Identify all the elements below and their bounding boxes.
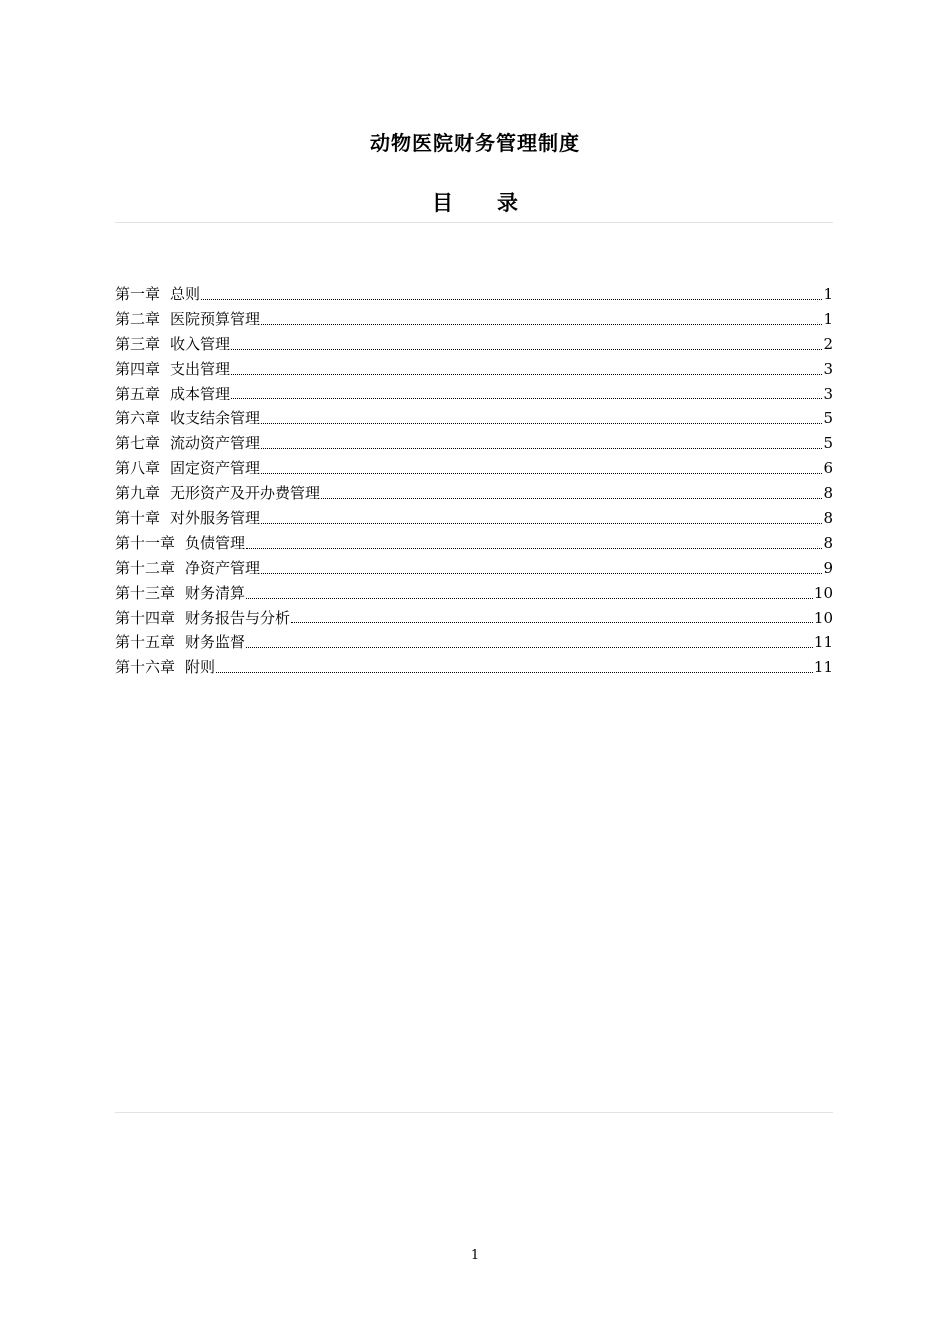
toc-title: 财务报告与分析: [185, 608, 291, 627]
toc-title: 财务清算: [185, 583, 246, 602]
page-number: 1: [470, 1248, 480, 1263]
toc-leader: [261, 522, 822, 524]
toc-chapter: 第十四章: [115, 608, 176, 627]
toc-page: 3: [823, 359, 833, 378]
toc-heading-left: 目: [432, 190, 453, 215]
toc-entry[interactable]: [115, 581, 833, 606]
toc-page: 2: [823, 334, 833, 353]
toc-leader: [231, 373, 822, 375]
toc-leader: [231, 348, 822, 350]
toc-leader: [216, 671, 813, 673]
toc-leader: [261, 447, 822, 449]
toc-leader: [261, 422, 822, 424]
toc-chapter: 第二章: [115, 309, 161, 328]
toc-page: 1: [823, 309, 833, 328]
toc-leader: [291, 621, 813, 623]
toc-entry[interactable]: [115, 332, 833, 357]
toc-page: 11: [813, 633, 833, 652]
toc-chapter: 第八章: [115, 459, 161, 478]
toc-entry[interactable]: [115, 431, 833, 456]
toc-chapter: 第七章: [115, 434, 161, 453]
toc-leader: [246, 547, 822, 549]
toc-title: 对外服务管理: [170, 509, 261, 528]
toc-title: 财务监督: [185, 633, 246, 652]
toc-entry[interactable]: [115, 506, 833, 531]
toc-entry[interactable]: [115, 556, 833, 581]
toc-page: 6: [823, 459, 833, 478]
toc-leader: [231, 397, 822, 399]
toc-title: 净资产管理: [185, 558, 261, 577]
toc-entry[interactable]: [115, 307, 833, 332]
toc-chapter: 第十六章: [115, 658, 176, 677]
toc-leader: [261, 572, 822, 574]
toc-page: 3: [823, 384, 833, 403]
toc-chapter: 第九章: [115, 484, 161, 503]
toc-entry[interactable]: [115, 630, 833, 655]
toc-leader: [321, 497, 822, 499]
toc-page: 8: [823, 509, 833, 528]
toc-title: 成本管理: [170, 384, 231, 403]
toc-title: 总则: [170, 285, 201, 303]
toc-chapter: 第六章: [115, 409, 161, 428]
toc-heading: [0, 187, 950, 217]
toc-entry[interactable]: [115, 456, 833, 481]
toc-page: 8: [823, 484, 833, 503]
table-of-contents: [115, 282, 833, 680]
toc-chapter: 第十一章: [115, 533, 176, 552]
toc-leader: [261, 323, 822, 325]
toc-title: 收支结余管理: [170, 409, 261, 428]
toc-title: 附则: [185, 658, 216, 677]
document-title: 动物医院财务管理制度: [370, 131, 580, 155]
toc-chapter: 第十五章: [115, 633, 176, 652]
toc-chapter: 第十章: [115, 509, 161, 528]
footer-divider: [115, 1112, 833, 1113]
toc-chapter: 第十二章: [115, 558, 176, 577]
toc-chapter: 第四章: [115, 359, 161, 378]
toc-title: 固定资产管理: [170, 459, 261, 478]
toc-page: 1: [823, 285, 833, 303]
toc-entry[interactable]: [115, 606, 833, 631]
toc-heading-right: 录: [497, 190, 518, 215]
toc-chapter: 第一章: [115, 285, 161, 303]
toc-page: 9: [823, 558, 833, 577]
toc-chapter: 第十三章: [115, 583, 176, 602]
toc-title: 负债管理: [185, 533, 246, 552]
toc-leader: [261, 472, 822, 474]
toc-title: 流动资产管理: [170, 434, 261, 453]
toc-title: 无形资产及开办费管理: [170, 484, 321, 503]
toc-chapter: 第三章: [115, 334, 161, 353]
toc-entry[interactable]: [115, 481, 833, 506]
toc-page: 11: [813, 658, 833, 677]
toc-entry[interactable]: [115, 655, 833, 680]
toc-title: 支出管理: [170, 359, 231, 378]
toc-page: 8: [823, 533, 833, 552]
toc-page: 5: [823, 434, 833, 453]
toc-entry[interactable]: [115, 282, 833, 307]
toc-entry[interactable]: [115, 531, 833, 556]
toc-page: 10: [813, 608, 833, 627]
toc-leader: [246, 646, 813, 648]
toc-page: 5: [823, 409, 833, 428]
toc-leader: [246, 597, 813, 599]
header-divider: [115, 222, 833, 223]
toc-title: 收入管理: [170, 334, 231, 353]
toc-entry[interactable]: [115, 357, 833, 382]
toc-entry[interactable]: [115, 382, 833, 407]
toc-page: 10: [813, 583, 833, 602]
toc-title: 医院预算管理: [170, 309, 261, 328]
toc-entry[interactable]: [115, 406, 833, 431]
toc-leader: [201, 298, 822, 300]
toc-chapter: 第五章: [115, 384, 161, 403]
